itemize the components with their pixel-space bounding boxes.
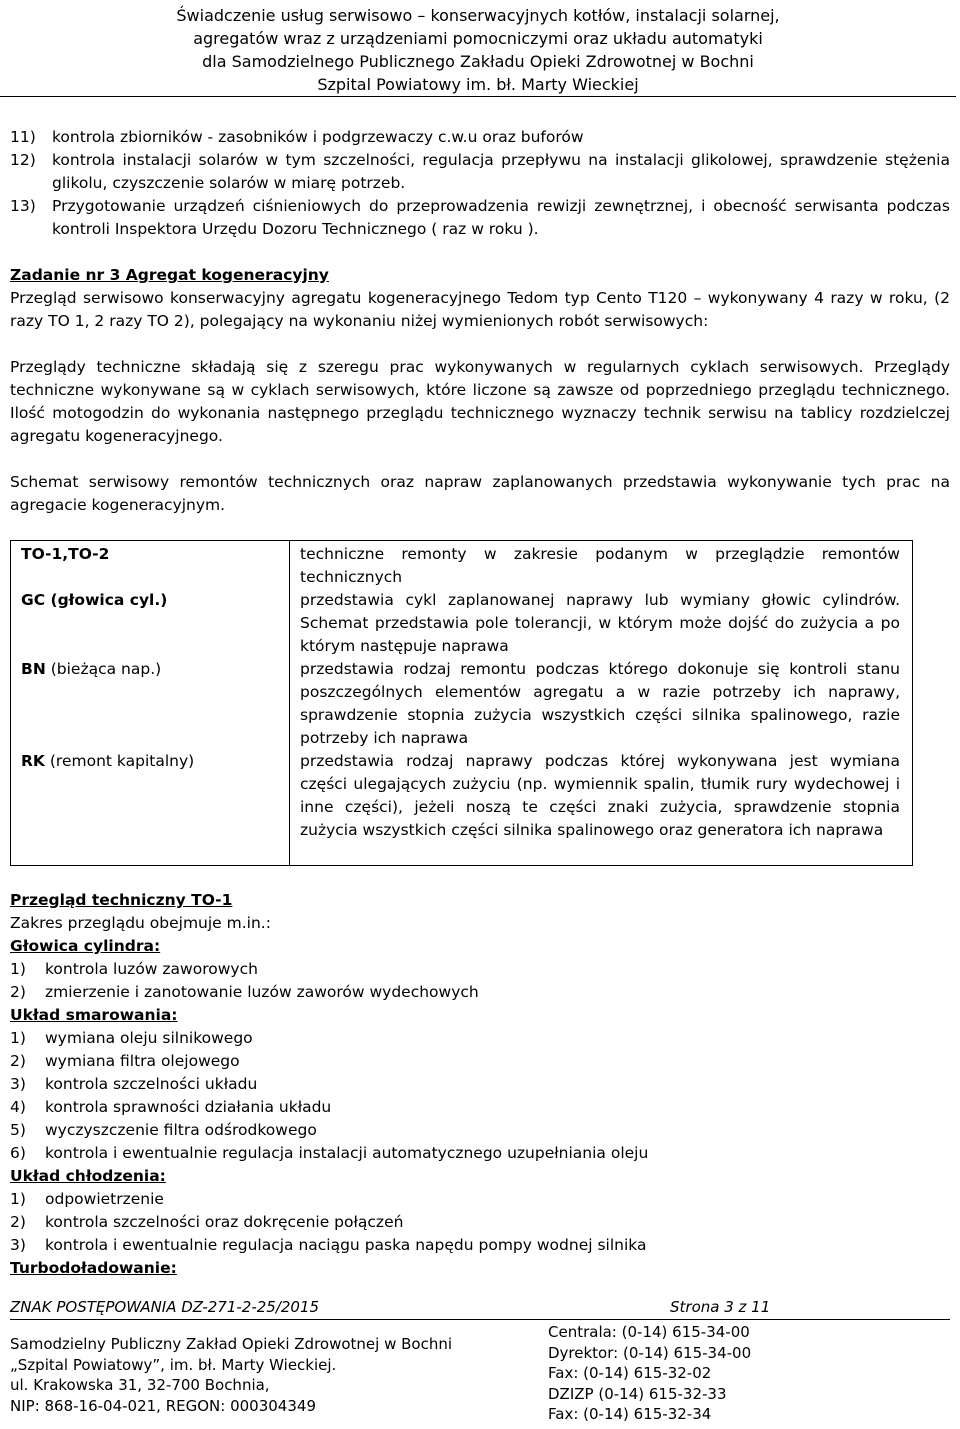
item-text: kontrola i ewentualnie regulacja instalacji automatycznego uzupełniania oleju <box>45 1144 649 1162</box>
list-item: 4) kontrola sprawności działania układu <box>10 1096 950 1119</box>
item-text: kontrola luzów zaworowych <box>45 960 258 978</box>
item-text: Przygotowanie urządzeń ciśnieniowych do przeprowadzenia rewizji zewnętrznej, i obecność serwisanta podczas kontroli Inspektora Urzędu Dozoru Technicznego ( raz w roku ). <box>52 197 950 238</box>
header-line: Szpital Powiatowy im. bł. Marty Wieckiej <box>317 75 639 94</box>
task-paragraph: Schemat serwisowy remontów technicznych oraz napraw zaplanowanych przedstawia wykonywanie tych prac na agregacie kogeneracyjnym. <box>10 473 950 514</box>
review-scope: Zakres przeglądu obejmuje m.in.: <box>10 914 271 932</box>
page-header <box>0 4 956 97</box>
item-text: kontrola i ewentualnie regulacja naciągu paska napędu pompy wodnej silnika <box>45 1236 647 1254</box>
item-text: kontrola instalacji solarów w tym szczelności, regulacja przepływu na instalacji glikolowej, sprawdzenie stężenia glikolu, czyszczenie solarów w miarę potrzeb. <box>52 151 950 192</box>
list-item: 2) wymiana filtra olejowego <box>10 1050 950 1073</box>
list-item: 2) zmierzenie i zanotowanie luzów zaworów wydechowych <box>10 981 950 1004</box>
list-item: 1) wymiana oleju silnikowego <box>10 1027 950 1050</box>
item-number: 11) <box>10 128 36 146</box>
footer-reference-bar <box>10 1296 950 1320</box>
header-line: dla Samodzielnego Publicznego Zakładu Opieki Zdrowotnej w Bochni <box>202 52 754 71</box>
page-footer <box>10 1296 950 1425</box>
schedule-label: BN (bieżąca nap.) <box>21 660 162 678</box>
schedule-description: przedstawia rodzaj remontu podczas którego dokonuje się kontroli stanu poszczególnych elementów agregatu a w razie potrzeby ich naprawy, sprawdzenie stopnia zużycia wszystkich części silnika spalinowego, razie potrzeby ich naprawa <box>300 660 900 747</box>
schedule-description: przedstawia cykl zaplanowanej naprawy lub wymiany głowic cylindrów. Schemat przedstawia pole tolerancji, w którym może dojść do zużycia a po którym następuje naprawa <box>300 591 900 655</box>
header-line: agregatów wraz z urządzeniami pomocniczymi oraz układu automatyki <box>193 29 763 48</box>
list-item <box>10 126 950 149</box>
schedule-description: przedstawia rodzaj naprawy podczas której wykonywana jest wymiana części ulegających zużyciu (np. wymiennik spalin, tłumik rury wydechowej i inne części), jeżeli noszą te części znaki zużycia, sprawdzenie stopnia zużycia wszystkich części silnika spalinowego oraz generatora ich naprawa <box>300 752 900 839</box>
header-line: Świadczenie usług serwisowo – konserwacyjnych kotłów, instalacji solarnej, <box>176 6 780 25</box>
item-text: zmierzenie i zanotowanie luzów zaworów wydechowych <box>45 983 479 1001</box>
item-text: kontrola sprawności działania układu <box>45 1098 332 1116</box>
item-text: odpowietrzenie <box>45 1190 164 1208</box>
item-text: kontrola szczelności oraz dokręcenie połączeń <box>45 1213 404 1231</box>
list-item: 3) kontrola i ewentualnie regulacja naciągu paska napędu pompy wodnej silnika <box>10 1234 950 1257</box>
item-text: wymiana filtra olejowego <box>45 1052 240 1070</box>
item-text: wyczyszczenie filtra odśrodkowego <box>45 1121 317 1139</box>
list-item: 3) kontrola szczelności układu <box>10 1073 950 1096</box>
schedule-labels-cell <box>11 541 290 866</box>
list-item: 6) kontrola i ewentualnie regulacja instalacji automatycznego uzupełniania oleju <box>10 1142 950 1165</box>
schedule-label: TO-1,TO-2 <box>21 545 110 563</box>
section-title: Turbodoładowanie: <box>10 1259 177 1277</box>
schedule-descriptions-cell <box>290 541 913 866</box>
item-text: kontrola szczelności układu <box>45 1075 258 1093</box>
list-item: 2) kontrola szczelności oraz dokręcenie połączeń <box>10 1211 950 1234</box>
list-item: 1) kontrola luzów zaworowych <box>10 958 950 981</box>
item-text: kontrola zbiorników - zasobników i podgrzewaczy c.w.u oraz buforów <box>52 128 584 146</box>
page-number: Strona 3 z 11 <box>670 1298 771 1316</box>
list-item <box>10 149 950 195</box>
service-schedule-table <box>10 540 913 866</box>
task-paragraph: Przeglądy techniczne składają się z szeregu prac wykonywanych w regularnych cyklach serwisowych. Przeglądy techniczne wykonywane są w cyklach serwisowych, które liczone są zawsze od poprzedniego przeglądu technicznego. Ilość motogodzin do wykonania następnego przeglądu technicznego wyznaczy technik serwisu na tablicy rozdzielczej agregatu kogeneracyjnego. <box>10 358 950 445</box>
schedule-description: techniczne remonty w zakresie podanym w przeglądzie remontów technicznych <box>300 545 900 586</box>
footer-details <box>10 1322 950 1425</box>
footer-address: Samodzielny Publiczny Zakład Opieki Zdrowotnej w Bochni „Szpital Powiatowy”, im. bł. Marty Wieckiej. ul. Krakowska 31, 32-700 Bochnia, NIP: 868-16-04-021, REGON: 000304349 <box>10 1335 453 1415</box>
procedure-reference: ZNAK POSTĘPOWANIA DZ-271-2-25/2015 <box>10 1298 320 1316</box>
list-item: 1) odpowietrzenie <box>10 1188 950 1211</box>
schedule-label: RK (remont kapitalny) <box>21 752 195 770</box>
section-title: Układ chłodzenia: <box>10 1167 166 1185</box>
review-title: Przegląd techniczny TO-1 <box>10 891 233 909</box>
section-title: Układ smarowania: <box>10 1006 178 1024</box>
task-title: Zadanie nr 3 Agregat kogeneracyjny <box>10 266 329 284</box>
item-number: 13) <box>10 197 36 215</box>
item-number: 12) <box>10 151 36 169</box>
schedule-label: GC (głowica cyl.) <box>21 591 168 609</box>
document-body <box>10 126 950 1280</box>
item-text: wymiana oleju silnikowego <box>45 1029 253 1047</box>
section-title: Głowica cylindra: <box>10 937 161 955</box>
list-item: 5) wyczyszczenie filtra odśrodkowego <box>10 1119 950 1142</box>
footer-contacts: Centrala: (0-14) 615-34-00 Dyrektor: (0-14) 615-34-00 Fax: (0-14) 615-32-02 DZIZP (0-14) 615-32-33 Fax: (0-14) 615-32-34 <box>548 1323 752 1424</box>
task-paragraph: Przegląd serwisowo konserwacyjny agregatu kogeneracyjnego Tedom typ Cento T120 – wykonywany 4 razy w roku, (2 razy TO 1, 2 razy TO 2), polegający na wykonaniu niżej wymienionych robót serwisowych: <box>10 289 950 330</box>
list-item <box>10 195 950 241</box>
